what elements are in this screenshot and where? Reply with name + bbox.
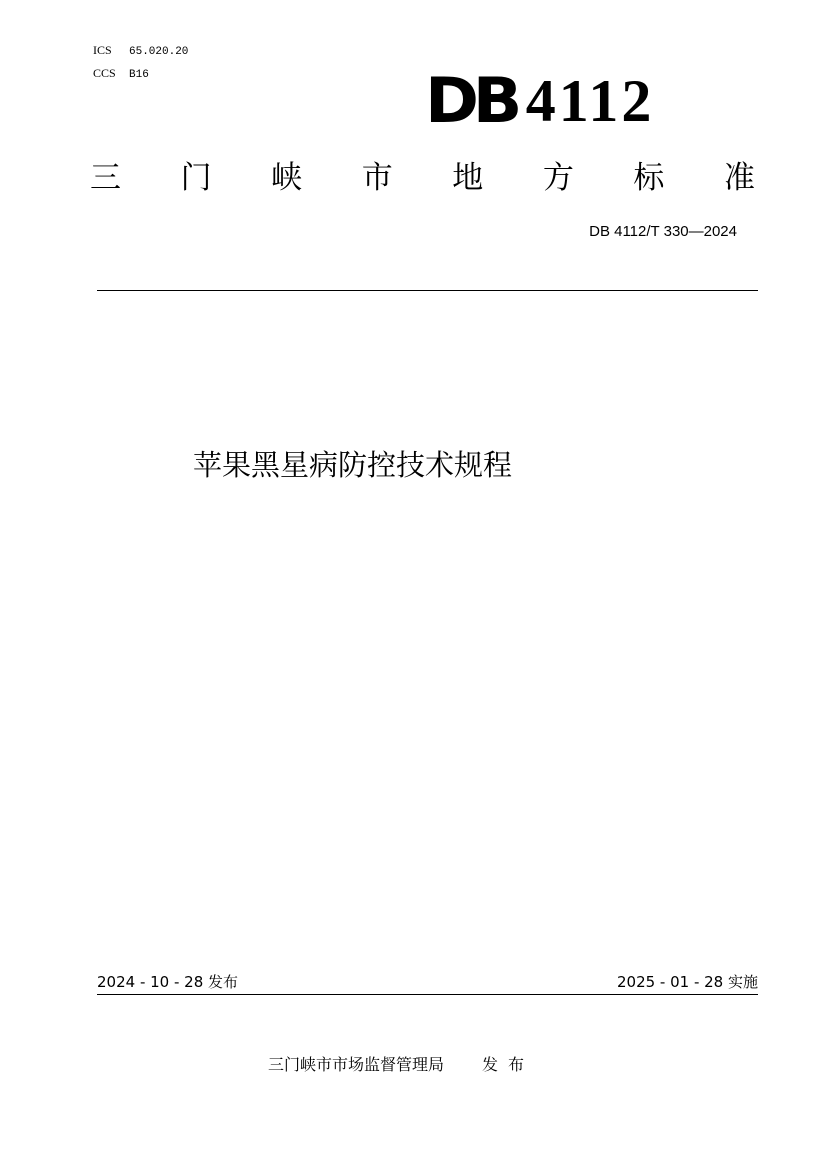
standard-type-char: 方: [542, 160, 574, 196]
standard-type-char: 准: [723, 160, 755, 196]
standard-type-char: 地: [452, 160, 484, 196]
standard-number: DB 4112/T 330—2024: [589, 223, 737, 240]
ics-row: [93, 40, 188, 63]
ccs-label: CCS: [93, 66, 116, 80]
ccs-row: [93, 63, 188, 86]
implement-date: 2025 - 01 - 28 实施: [616, 973, 758, 991]
standard-type-char: 标: [633, 160, 665, 196]
db-logo-code: 4112: [525, 68, 655, 134]
issuing-authority: [268, 1054, 534, 1076]
db-standard-logo: [425, 66, 654, 136]
issuer-name: 三门峡市市场监督管理局: [268, 1055, 445, 1074]
standard-type-char: 市: [361, 160, 393, 196]
standard-type-char: 三: [90, 160, 121, 196]
db-logo-letters: DB: [425, 64, 517, 137]
document-title: 苹果黑星病防控技术规程: [193, 448, 513, 482]
standard-type-char: 峡: [271, 160, 303, 196]
ccs-value: B16: [129, 69, 149, 81]
top-divider: [97, 290, 758, 291]
publish-date: 2024 - 10 - 28 发布: [97, 973, 239, 991]
issuer-action: 发布: [482, 1055, 535, 1074]
classification-codes: [93, 40, 188, 86]
bottom-divider: [97, 994, 758, 995]
ics-value: 65.020.20: [129, 46, 189, 58]
ics-label: ICS: [93, 43, 112, 57]
standard-type-heading: [90, 156, 755, 200]
standard-type-char: 门: [180, 160, 212, 196]
